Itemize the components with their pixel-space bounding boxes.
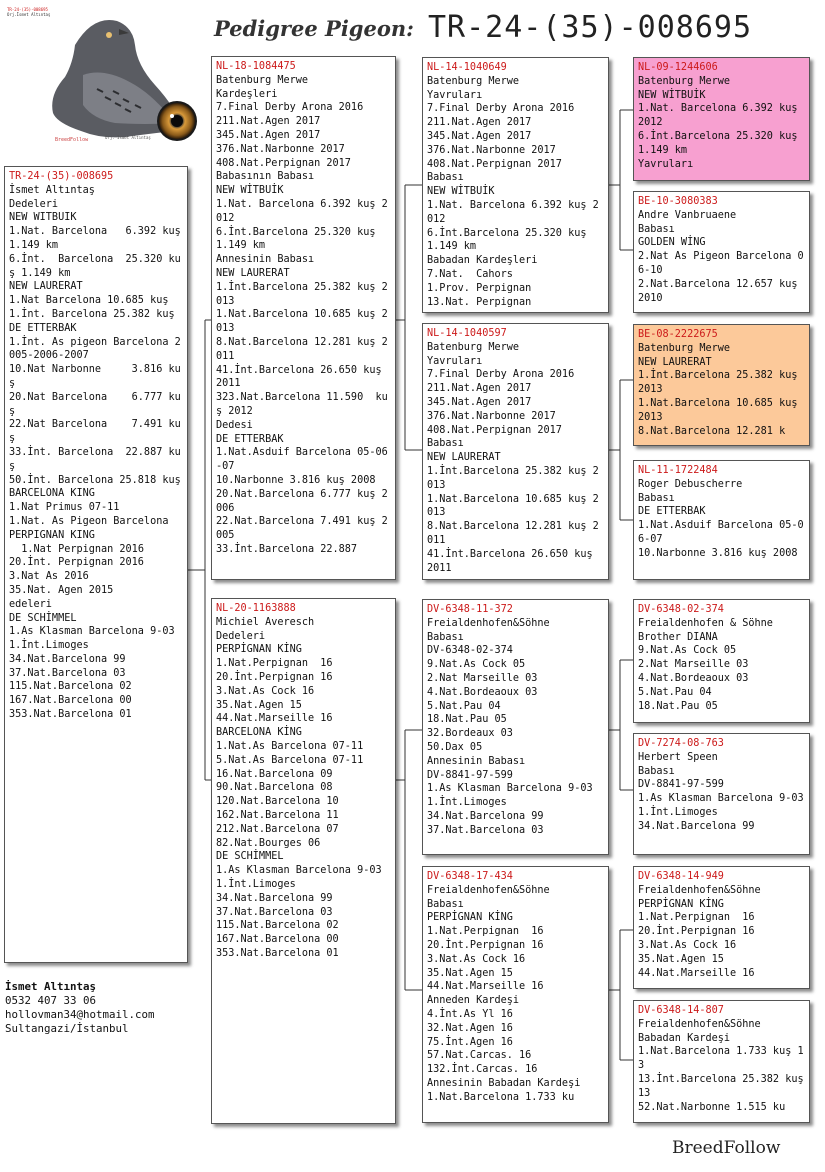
pedigree-line: 37.Nat.Barcelona 03 xyxy=(427,824,544,836)
pedigree-line: 32.Nat.Agen 16 xyxy=(427,1022,513,1034)
pedigree-line: 2.Nat.Barcelona 12.657 kuş 2010 xyxy=(638,278,804,304)
pedigree-line: 90.Nat.Barcelona 08 xyxy=(216,782,333,794)
pedigree-line: 10.Narbonne 3.816 kuş 2008 xyxy=(216,474,376,486)
pedigree-line: Babadan Kardeşleri xyxy=(427,255,538,267)
pedigree-line: Roger Debuscherre xyxy=(638,478,743,490)
pedigree-line: 1.Nat.Asduif Barcelona 05-06-07 xyxy=(638,520,804,545)
pedigree-line: DE ETTERBAK xyxy=(638,506,706,518)
owner-email[interactable]: hollovman34@hotmail.com xyxy=(5,1008,155,1021)
pedigree-box-dss xyxy=(633,599,810,723)
ring-number: NL-14-1040649 xyxy=(427,62,507,73)
pedigree-line: 211.Nat.Agen 2017 xyxy=(427,383,532,395)
svg-text:BreedFollow: BreedFollow xyxy=(55,137,89,143)
pedigree-line: 20.İnt.Perpignan 16 xyxy=(427,939,544,951)
pedigree-line: 44.Nat.Marseille 16 xyxy=(427,981,544,993)
pedigree-line: 1.Nat.Perpignan 16 xyxy=(638,912,755,924)
ring-number: DV-6348-11-372 xyxy=(427,604,513,615)
pedigree-line: edeleri xyxy=(9,598,52,610)
pedigree-line: Yavruları xyxy=(427,355,483,367)
pedigree-line: 408.Nat.Perpignan 2017 xyxy=(216,157,351,169)
pedigree-line: 16.Nat.Barcelona 09 xyxy=(216,768,333,780)
pedigree-box-dam xyxy=(211,598,396,1124)
pedigree-box-sdd xyxy=(633,460,810,580)
pedigree-line: DE SCHİMMEL xyxy=(216,851,284,863)
pedigree-line: 9.Nat.As Cock 05 xyxy=(638,645,737,657)
pedigree-box-dam-sire xyxy=(422,599,609,855)
owner-address: Sultangazi/İstanbul xyxy=(5,1022,129,1035)
pedigree-line: 8.Nat.Barcelona 12.281 kuş 2011 xyxy=(427,521,599,546)
pedigree-line: 1.Nat.Perpignan 16 xyxy=(216,658,333,670)
pedigree-line: 3.Nat As 2016 xyxy=(9,571,89,583)
ring-number: DV-6348-17-434 xyxy=(427,871,513,882)
pedigree-line: 37.Nat.Barcelona 03 xyxy=(216,906,333,918)
owner-contact xyxy=(5,980,155,1036)
pedigree-line: NEW LAURERAT xyxy=(638,356,712,368)
pedigree-line: 6.İnt.Barcelona 25.320 kuş 1.149 km xyxy=(427,227,593,253)
pedigree-line: 35.Nat.Agen 15 xyxy=(638,953,724,965)
pedigree-line: NEW WİTBUİK xyxy=(216,185,284,197)
pedigree-line: 33.İnt.Barcelona 22.887 xyxy=(216,543,358,555)
pedigree-line: 1.İnt.Limoges xyxy=(216,878,296,890)
pedigree-line: Andre Vanbruaene xyxy=(638,209,737,221)
ring-number: NL-18-1084475 xyxy=(216,61,296,72)
pedigree-line: 18.Nat.Pau 05 xyxy=(638,700,718,712)
pedigree-line: Yavruları xyxy=(638,158,694,170)
pedigree-line: Anneden Kardeşi xyxy=(427,995,520,1007)
ring-number: DV-6348-14-807 xyxy=(638,1005,724,1016)
pedigree-line: 5.Nat.Pau 04 xyxy=(427,700,501,712)
pedigree-line: 1.İnt.Barcelona 25.382 kuş 2013 xyxy=(638,370,804,396)
pedigree-line: 1.İnt.Barcelona 25.382 kuş 2013 xyxy=(427,465,599,491)
pedigree-line: 345.Nat.Agen 2017 xyxy=(216,129,321,141)
pedigree-line: 9.Nat.As Cock 05 xyxy=(427,659,526,671)
pedigree-line: 211.Nat.Agen 2017 xyxy=(427,117,532,129)
pedigree-line: Michiel Averesch xyxy=(216,616,315,628)
pedigree-line: 162.Nat.Barcelona 11 xyxy=(216,809,339,821)
pedigree-line: 1.As Klasman Barcelona 9-03 xyxy=(9,626,175,638)
photo-owner: Orj.İsmet Altıntaş xyxy=(7,12,51,17)
pedigree-line: PERPİGNAN KİNG xyxy=(427,912,513,924)
pedigree-line: 34.Nat.Barcelona 99 xyxy=(216,892,333,904)
pedigree-line: 1.Nat. Barcelona 6.392 kuş 2012 xyxy=(216,198,388,224)
pedigree-line: 1.Nat. Barcelona 6.392 kuş 2012 xyxy=(638,103,804,129)
pedigree-line: 2.Nat As Pigeon Barcelona 06-10 xyxy=(638,251,804,276)
pedigree-line: 50.Dax 05 xyxy=(427,741,483,753)
pedigree-line: Batenburg Merwe xyxy=(427,341,520,353)
pedigree-line: Batenburg Merwe xyxy=(638,75,731,87)
pedigree-box-main xyxy=(4,166,194,963)
pedigree-line: 3.Nat.As Cock 16 xyxy=(638,939,737,951)
pedigree-box-dds xyxy=(633,866,810,989)
pedigree-line: 7.Final Derby Arona 2016 xyxy=(427,103,575,115)
pedigree-line: 345.Nat.Agen 2017 xyxy=(427,130,532,142)
pedigree-line: 35.Nat. Agen 2015 xyxy=(9,584,114,596)
pedigree-line: 3.Nat.As Cock 16 xyxy=(216,685,315,697)
pedigree-line: 1.Nat.Asduif Barcelona 05-06-07 xyxy=(216,447,388,473)
pedigree-line: Dedesi xyxy=(216,419,253,431)
pedigree-line: 7.Nat. Cahors xyxy=(427,268,513,280)
pedigree-line: DE ETTERBAK xyxy=(216,433,284,445)
pedigree-line: Freialdenhofen&Söhne xyxy=(427,884,550,896)
pedigree-line: 211.Nat.Agen 2017 xyxy=(216,116,321,128)
pedigree-line: 10.Nat Narbonne 3.816 kuş xyxy=(9,364,181,389)
pedigree-line: 37.Nat.Barcelona 03 xyxy=(9,667,126,679)
pedigree-line: Babası xyxy=(427,631,464,643)
ring-number: DV-6348-14-949 xyxy=(638,871,724,882)
pedigree-line: 1.Nat.Perpignan 16 xyxy=(427,926,544,938)
ring-number: DV-6348-02-374 xyxy=(638,604,724,615)
pedigree-line: BARCELONA KING xyxy=(9,488,95,500)
pedigree-line: NEW LAURERAT xyxy=(216,267,290,279)
pedigree-line: Annesinin Babası xyxy=(216,254,315,266)
pedigree-line: 1.As Klasman Barcelona 9-03 xyxy=(427,783,593,795)
pedigree-line: Freialdenhofen&Söhne xyxy=(638,1018,761,1030)
pedigree-box-dam-dam xyxy=(422,866,609,1123)
pedigree-line: 4.İnt.As Yl 16 xyxy=(427,1008,513,1020)
pedigree-line: PERPİGNAN KİNG xyxy=(638,898,724,910)
ring-number: NL-09-1244606 xyxy=(638,62,718,73)
pedigree-line: 1.İnt.Limoges xyxy=(427,797,507,809)
pedigree-line: 408.Nat.Perpignan 2017 xyxy=(427,424,562,436)
pedigree-line: Kardeşleri xyxy=(216,88,278,100)
pedigree-line: İsmet Altıntaş xyxy=(9,184,95,196)
pedigree-line: Freialdenhofen&Söhne xyxy=(638,884,761,896)
pedigree-line: 1.İnt.Barcelona 25.382 kuş 2013 xyxy=(216,281,388,307)
ring-number: TR-24-(35)-008695 xyxy=(9,171,114,182)
pedigree-line: DE ETTERBAK xyxy=(9,322,77,334)
pedigree-line: DE SCHİMMEL xyxy=(9,612,77,624)
pedigree-line: 1.Nat. As Pigeon Barcelona xyxy=(9,515,169,527)
pedigree-line: 323.Nat.Barcelona 11.590 kuş 2012 xyxy=(216,392,388,417)
pedigree-line: 75.İnt.Agen 16 xyxy=(427,1036,513,1048)
pedigree-line: 1.As Klasman Barcelona 9-03 xyxy=(638,793,804,805)
pedigree-line: Annesinin Babası xyxy=(427,755,526,767)
pedigree-line: 20.İnt.Perpignan 16 xyxy=(638,926,755,938)
pedigree-line: Herbert Speen xyxy=(638,751,718,763)
pedigree-line: 20.Nat.Barcelona 6.777 kuş 2006 xyxy=(216,488,388,514)
pigeon-image xyxy=(5,5,189,157)
pedigree-box-sds xyxy=(633,324,810,446)
pedigree-line: 8.Nat.Barcelona 12.281 kuş 2011 xyxy=(216,336,388,362)
pedigree-line: Babası xyxy=(638,492,675,504)
pedigree-line: 408.Nat.Perpignan 2017 xyxy=(427,158,562,170)
pedigree-line: 35.Nat.Agen 15 xyxy=(427,967,513,979)
pedigree-line: 1.Nat.Barcelona 10.685 kuş 2013 xyxy=(216,309,388,335)
pedigree-box-sire xyxy=(211,56,396,580)
pedigree-line: 1.Nat. Barcelona 6.392 kuş 1.149 km xyxy=(9,226,194,251)
pedigree-line: 353.Nat.Barcelona 01 xyxy=(216,947,339,959)
pedigree-line: 44.Nat.Marseille 16 xyxy=(216,713,333,725)
pedigree-line: 52.Nat.Narbonne 1.515 ku xyxy=(638,1101,786,1113)
pedigree-line: Batenburg Merwe xyxy=(427,75,520,87)
pedigree-line: 1.İnt.Limoges xyxy=(9,640,89,652)
pedigree-line: 1.Nat.As Barcelona 07-11 xyxy=(216,740,364,752)
pedigree-line: 376.Nat.Narbonne 2017 xyxy=(427,410,556,422)
pedigree-line: 7.Final Derby Arona 2016 xyxy=(427,369,575,381)
pedigree-line: 20.İnt. Perpignan 2016 xyxy=(9,557,144,569)
pedigree-line: 1.Nat.Barcelona 1.733 kuş 13 xyxy=(638,1046,804,1072)
photo-caption xyxy=(7,7,50,17)
pedigree-line: 8.Nat.Barcelona 12.281 k xyxy=(638,425,786,437)
pedigree-line: Babası xyxy=(638,223,675,235)
pedigree-line: 120.Nat.Barcelona 10 xyxy=(216,796,339,808)
pedigree-line: DV-8841-97-599 xyxy=(427,769,513,781)
pedigree-line: 376.Nat.Narbonne 2017 xyxy=(216,143,345,155)
pedigree-line: 41.İnt.Barcelona 26.650 kuş 2011 xyxy=(427,548,599,574)
pedigree-line: 6.İnt.Barcelona 25.320 kuş 1.149 km xyxy=(216,226,382,252)
pedigree-line: 3.Nat.As Cock 16 xyxy=(427,953,526,965)
pigeon-photo xyxy=(5,5,189,157)
ring-number: NL-20-1163888 xyxy=(216,603,296,614)
pedigree-line: 82.Nat.Bourges 06 xyxy=(216,837,321,849)
pedigree-line: Babadan Kardeşi xyxy=(638,1032,731,1044)
pedigree-line: 1.İnt.Limoges xyxy=(638,806,718,818)
pedigree-line: Freialdenhofen & Söhne xyxy=(638,617,773,629)
pedigree-line: 10.Narbonne 3.816 kuş 2008 xyxy=(638,547,798,559)
pedigree-line: 34.Nat.Barcelona 99 xyxy=(427,810,544,822)
pedigree-line: 1.Nat.Barcelona 10.685 kuş 2013 xyxy=(638,397,804,423)
pedigree-line: 35.Nat.Agen 15 xyxy=(216,699,302,711)
ring-number: BE-08-2222675 xyxy=(638,329,718,340)
pedigree-line: 1.Nat.Barcelona 1.733 ku xyxy=(427,1091,575,1103)
pedigree-line: 6.İnt.Barcelona 25.320 kuş 1.149 km xyxy=(638,130,804,156)
pedigree-line: 22.Nat Barcelona 7.491 kuş xyxy=(9,419,181,445)
pedigree-line: NEW WİTBUİK xyxy=(427,186,495,198)
pedigree-box-ddd xyxy=(633,1000,810,1123)
pedigree-line: Yavruları xyxy=(427,89,483,101)
footer-brand: BreedFollow xyxy=(672,1138,781,1158)
pedigree-line: 1.Prov. Perpignan xyxy=(427,282,532,294)
pedigree-line: Dedeleri xyxy=(216,630,266,642)
page-title: Pedigree Pigeon: xyxy=(214,16,414,41)
svg-text:Orj. İsmet Altıntaş: Orj. İsmet Altıntaş xyxy=(105,135,151,140)
pedigree-line: PERPİGNAN KİNG xyxy=(216,644,302,656)
pedigree-line: 50.İnt. Barcelona 25.818 kuş xyxy=(9,474,181,486)
pedigree-line: Batenburg Merwe xyxy=(216,74,309,86)
pedigree-box-sire-dam xyxy=(422,323,609,580)
pedigree-line: PERPIGNAN KING xyxy=(9,529,95,541)
pedigree-line: 1.Nat Barcelona 10.685 kuş xyxy=(9,295,169,307)
pedigree-line: Dedeleri xyxy=(9,198,59,210)
pedigree-line: 345.Nat.Agen 2017 xyxy=(427,396,532,408)
pedigree-box-sss xyxy=(633,57,810,181)
pedigree-line: 1.As Klasman Barcelona 9-03 xyxy=(216,865,382,877)
pedigree-line: 2.Nat Marseille 03 xyxy=(427,672,538,684)
pedigree-line: 5.Nat.Pau 04 xyxy=(638,686,712,698)
pedigree-line: NEW WİTBUİK xyxy=(638,89,706,101)
pedigree-line: 353.Nat.Barcelona 01 xyxy=(9,709,132,721)
pedigree-line: DV-8841-97-599 xyxy=(638,779,724,791)
ring-number: DV-7274-08-763 xyxy=(638,738,724,749)
pedigree-box-sire-sire xyxy=(422,57,609,313)
pedigree-line: Brother DIANA xyxy=(638,631,718,643)
pedigree-line: Batenburg Merwe xyxy=(638,342,731,354)
pedigree-line: 44.Nat.Marseille 16 xyxy=(638,967,755,979)
pedigree-line: 34.Nat.Barcelona 99 xyxy=(638,820,755,832)
pedigree-line: Babası xyxy=(638,765,675,777)
pedigree-box-dsd xyxy=(633,733,810,855)
pedigree-line: NEW LAURERAT xyxy=(9,281,83,293)
ring-number: BE-10-3080383 xyxy=(638,196,718,207)
pedigree-line: BARCELONA KİNG xyxy=(216,727,302,739)
pedigree-line: NEW WITBUIK xyxy=(9,212,77,224)
pedigree-box-ssd xyxy=(633,191,810,313)
pedigree-line: DV-6348-02-374 xyxy=(427,645,513,657)
pedigree-line: GOLDEN WİNG xyxy=(638,237,706,249)
pedigree-line: NEW LAURERAT xyxy=(427,452,501,464)
pedigree-line: 167.Nat.Barcelona 00 xyxy=(9,695,132,707)
pedigree-line: 33.İnt. Barcelona 22.887 kuş xyxy=(9,446,181,472)
pedigree-line: 18.Nat.Pau 05 xyxy=(427,714,507,726)
pedigree-line: 5.Nat.As Barcelona 07-11 xyxy=(216,754,364,766)
pedigree-line: 1.İnt. Barcelona 25.382 kuş xyxy=(9,308,175,320)
ring-number: NL-11-1722484 xyxy=(638,465,718,476)
pedigree-line: Freialdenhofen&Söhne xyxy=(427,617,550,629)
pedigree-line: 376.Nat.Narbonne 2017 xyxy=(427,144,556,156)
pedigree-line: 20.Nat Barcelona 6.777 kuş xyxy=(9,391,181,417)
pedigree-line: Annesinin Babadan Kardeşi xyxy=(427,1077,581,1089)
ring-number: NL-14-1040597 xyxy=(427,328,507,339)
pedigree-line: 1.Nat. Barcelona 6.392 kuş 2012 xyxy=(427,199,599,225)
pedigree-line: 4.Nat.Bordeaoux 03 xyxy=(638,672,749,684)
pedigree-line: 4.Nat.Bordeaoux 03 xyxy=(427,686,538,698)
pedigree-line: 7.Final Derby Arona 2016 xyxy=(216,102,364,114)
pedigree-line: 115.Nat.Barcelona 02 xyxy=(9,681,132,693)
pedigree-line: Babası xyxy=(427,898,464,910)
pedigree-line: 1.Nat Perpignan 2016 xyxy=(9,543,144,555)
pedigree-line: 2.Nat Marseille 03 xyxy=(638,659,749,671)
pedigree-line: 34.Nat.Barcelona 99 xyxy=(9,653,126,665)
owner-phone: 0532 407 33 06 xyxy=(5,994,97,1007)
pedigree-line: Babası xyxy=(427,438,464,450)
pedigree-line: 13.Nat. Perpignan xyxy=(427,296,532,308)
pedigree-line: 13.İnt.Barcelona 25.382 kuş 13 xyxy=(638,1073,810,1099)
pedigree-line: 20.İnt.Perpignan 16 xyxy=(216,671,333,683)
pedigree-line: 32.Bordeaux 03 xyxy=(427,728,513,740)
pedigree-line: 1.İnt. As pigeon Barcelona 2005-2006-2007 xyxy=(9,336,181,362)
photo-ring: TR-24-(35)-008695 xyxy=(7,7,48,12)
pedigree-line: 132.İnt.Carcas. 16 xyxy=(427,1064,538,1076)
pedigree-line: 41.İnt.Barcelona 26.650 kuş 2011 xyxy=(216,364,388,390)
pedigree-line: 1.Nat Primus 07-11 xyxy=(9,502,120,514)
pedigree-line: 1.Nat.Barcelona 10.685 kuş 2013 xyxy=(427,493,599,519)
pedigree-line: Babası xyxy=(427,172,464,184)
pedigree-line: 212.Nat.Barcelona 07 xyxy=(216,823,339,835)
owner-name: İsmet Altıntaş xyxy=(5,980,97,993)
pedigree-line: 115.Nat.Barcelona 02 xyxy=(216,920,339,932)
pedigree-line: 167.Nat.Barcelona 00 xyxy=(216,934,339,946)
pedigree-line: 22.Nat.Barcelona 7.491 kuş 2005 xyxy=(216,516,388,542)
pedigree-line: 57.Nat.Carcas. 16 xyxy=(427,1050,532,1062)
main-ring-number: TR-24-(35)-008695 xyxy=(428,10,753,45)
pedigree-line: Babasının Babası xyxy=(216,171,315,183)
pedigree-line: 6.İnt. Barcelona 25.320 kuş 1.149 km xyxy=(9,253,181,279)
